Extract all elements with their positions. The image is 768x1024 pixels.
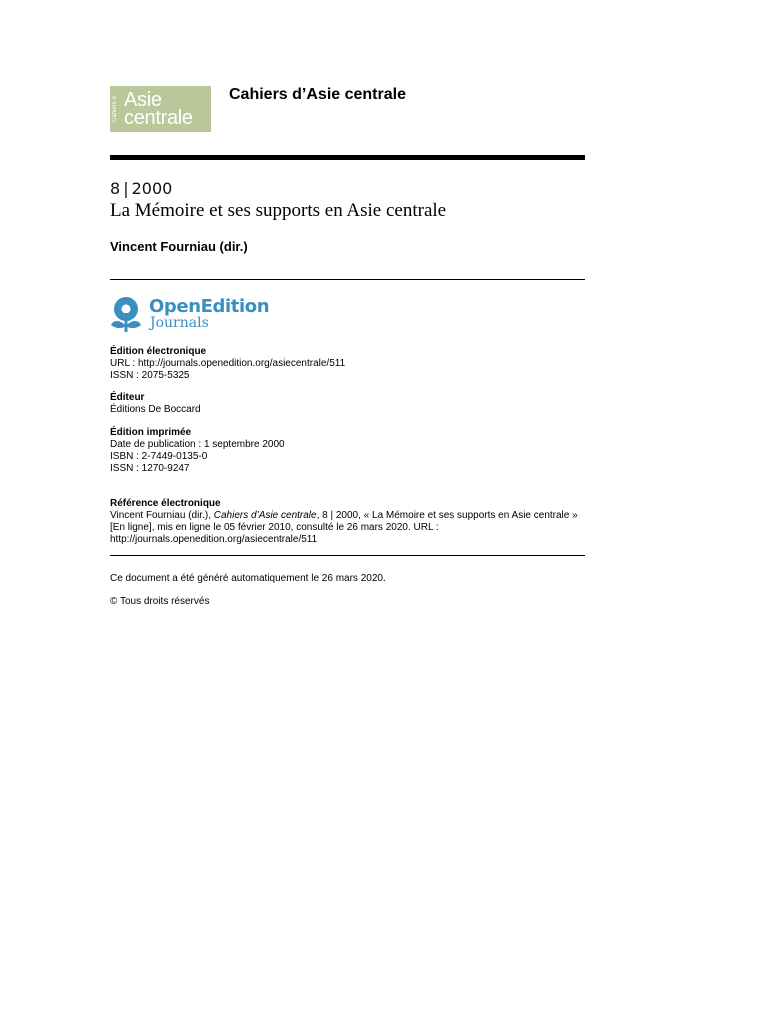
- edition-electronique-heading: Édition électronique: [110, 346, 207, 357]
- editeur-heading: Éditeur: [110, 392, 145, 403]
- journal-title: Cahiers d’Asie centrale: [229, 86, 406, 103]
- edition-electronique-url[interactable]: URL : http://journals.openedition.org/asiecentrale/511: [110, 358, 346, 369]
- reference-heading: Référence électronique: [110, 498, 221, 509]
- bottom-divider: [110, 555, 585, 556]
- reference-section: [110, 498, 585, 546]
- openedition-subtitle: Journals: [150, 315, 209, 331]
- editeur-name: Éditions De Boccard: [110, 404, 201, 415]
- top-divider: [110, 155, 585, 160]
- volume-title: La Mémoire et ses supports en Asie centrale: [110, 200, 447, 221]
- edition-imprimee-heading: Édition imprimée: [110, 427, 192, 438]
- reference-details: , 8 | 2000, « La Mémoire et ses supports en Asie centrale » [En ligne], mis en ligne le 05 février 2010, consulté le 26 mars 2020. URL : http://journals.openedition.org/asiecentrale/511: [110, 510, 578, 545]
- issue-separator: |: [123, 179, 129, 198]
- openedition-name: OpenEdition: [149, 296, 270, 317]
- rights-note: © Tous droits réservés: [110, 596, 210, 607]
- edition-electronique-issn: ISSN : 2075-5325: [110, 370, 190, 381]
- volume-editor: Vincent Fourniau (dir.): [110, 239, 248, 254]
- reference-author: Vincent Fourniau (dir.),: [110, 510, 214, 521]
- issue-number-line: [110, 179, 172, 198]
- issue-number: 8: [110, 179, 121, 198]
- openedition-logo[interactable]: [108, 296, 268, 336]
- reference-citation[interactable]: [110, 510, 585, 546]
- journal-logo-vertical-text: Cahiers d': [112, 95, 118, 123]
- edition-imprimee-isbn: ISBN : 2-7449-0135-0: [110, 451, 208, 462]
- edition-imprimee-section: [110, 427, 285, 475]
- issue-year: 2000: [131, 179, 173, 198]
- reference-journal: Cahiers d’Asie centrale: [213, 510, 317, 521]
- edition-imprimee-date: Date de publication : 1 septembre 2000: [110, 439, 285, 450]
- openedition-flower-icon: [108, 296, 144, 334]
- journal-logo-line1: Asie: [124, 89, 162, 111]
- edition-electronique-section: [110, 346, 345, 382]
- generated-note: Ce document a été généré automatiquement le 26 mars 2020.: [110, 573, 386, 584]
- middle-divider: [110, 279, 585, 280]
- editeur-section: [110, 392, 201, 416]
- edition-imprimee-issn: ISSN : 1270-9247: [110, 463, 190, 474]
- journal-logo-line2: centrale: [124, 107, 193, 129]
- journal-logo: [110, 86, 211, 132]
